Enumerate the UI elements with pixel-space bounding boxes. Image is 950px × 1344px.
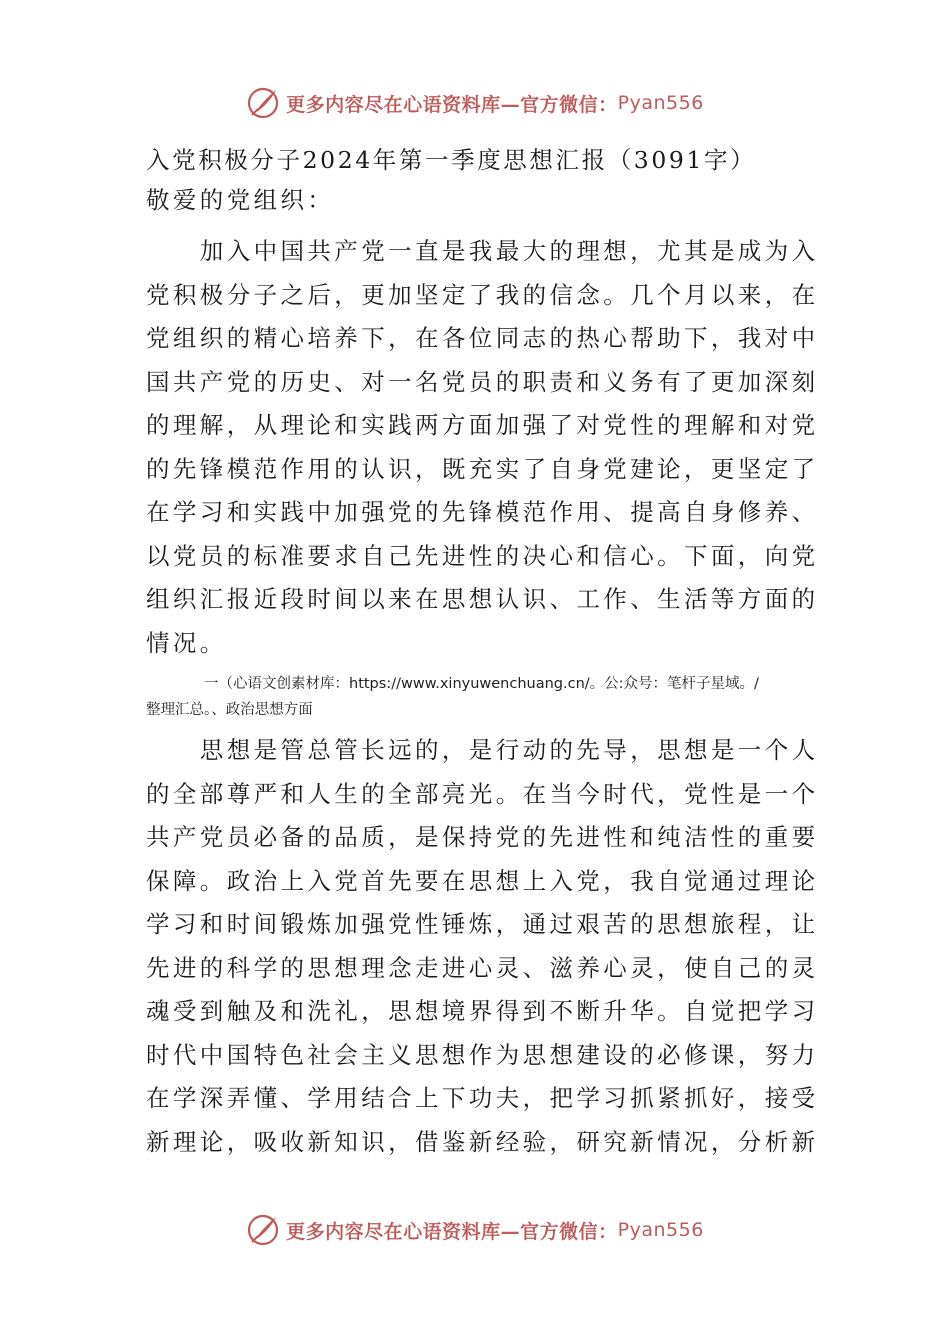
text-line: 在学习和实践中加强党的先锋模范作用、提高自身修养、 bbox=[146, 498, 819, 526]
section-heading bbox=[146, 671, 806, 723]
text-line: 加入中国共产党一直是我最大的理想，尤其是成为入 bbox=[146, 237, 819, 265]
text-line: 新理论，吸收新知识，借鉴新经验，研究新情况，分析新 bbox=[146, 1127, 819, 1156]
document-title: 入党积极分子2024年第一季度思想汇报（3091字） bbox=[146, 146, 757, 174]
section-heading-line: 一（心语文创素材库：https://www.xinyuwenchuang.cn/。公:众号：笔杆子星域。/ bbox=[146, 676, 759, 692]
text-line: 共产党员必备的品质，是保持党的先进性和纯洁性的重要 bbox=[146, 823, 819, 851]
banner-contact: Pyan556 bbox=[617, 92, 704, 114]
text-line: 的先锋模范作用的认识，既充实了自身党建论，更坚定了 bbox=[146, 454, 819, 483]
text-line: 情况。 bbox=[146, 628, 227, 657]
text-line: 国共产党的历史、对一名党员的职责和义务有了更加深刻 bbox=[146, 367, 819, 396]
section-heading-line: 整理汇总。、政治思想方面 bbox=[146, 702, 313, 718]
text-line: 党组织的精心培养下，在各位同志的热心帮助下，我对中 bbox=[146, 324, 819, 352]
banner-text: 更多内容尽在心语资料库—官方微信： bbox=[286, 93, 618, 116]
text-line: 魂受到触及和洗礼，思想境界得到不断升华。自觉把学习 bbox=[146, 997, 819, 1025]
document-body bbox=[146, 140, 819, 1164]
banner-text: 更多内容尽在心语资料库—官方微信： bbox=[286, 1220, 618, 1243]
quill-pen-icon bbox=[246, 1213, 280, 1247]
text-line: 的理解，从理论和实践两方面加强了对党性的理解和对党 bbox=[146, 411, 819, 439]
banner-contact: Pyan556 bbox=[617, 1219, 704, 1241]
header-watermark-banner bbox=[0, 83, 950, 123]
text-line: 的全部尊严和人生的全部亮光。在当今时代，党性是一个 bbox=[146, 779, 819, 808]
text-line: 保障。政治上入党首先要在思想上入党，我自觉通过理论 bbox=[146, 866, 819, 895]
text-line: 学习和时间锻炼加强党性锤炼，通过艰苦的思想旅程，让 bbox=[146, 910, 819, 938]
text-line: 党积极分子之后，更加坚定了我的信念。几个月以来，在 bbox=[146, 280, 819, 309]
text-line: 组织汇报近段时间以来在思想认识、工作、生活等方面的 bbox=[146, 585, 819, 613]
text-line: 以党员的标准要求自己先进性的决心和信心。下面，向党 bbox=[146, 541, 819, 570]
paragraph-2 bbox=[146, 729, 819, 1164]
quill-pen-icon bbox=[246, 86, 280, 120]
footer-watermark-banner bbox=[0, 1210, 950, 1250]
salutation: 敬爱的党组织： bbox=[146, 186, 335, 214]
text-line: 在学深弄懂、学用结合上下功夫，把学习抓紧抓好，接受 bbox=[146, 1084, 819, 1112]
text-line: 思想是管总管长远的，是行动的先导，思想是一个人 bbox=[146, 736, 819, 764]
text-line: 时代中国特色社会主义思想作为思想建设的必修课，努力 bbox=[146, 1040, 819, 1069]
text-line: 先进的科学的思想理念走进心灵、滋养心灵，使自己的灵 bbox=[146, 953, 819, 982]
paragraph-1 bbox=[146, 230, 819, 665]
